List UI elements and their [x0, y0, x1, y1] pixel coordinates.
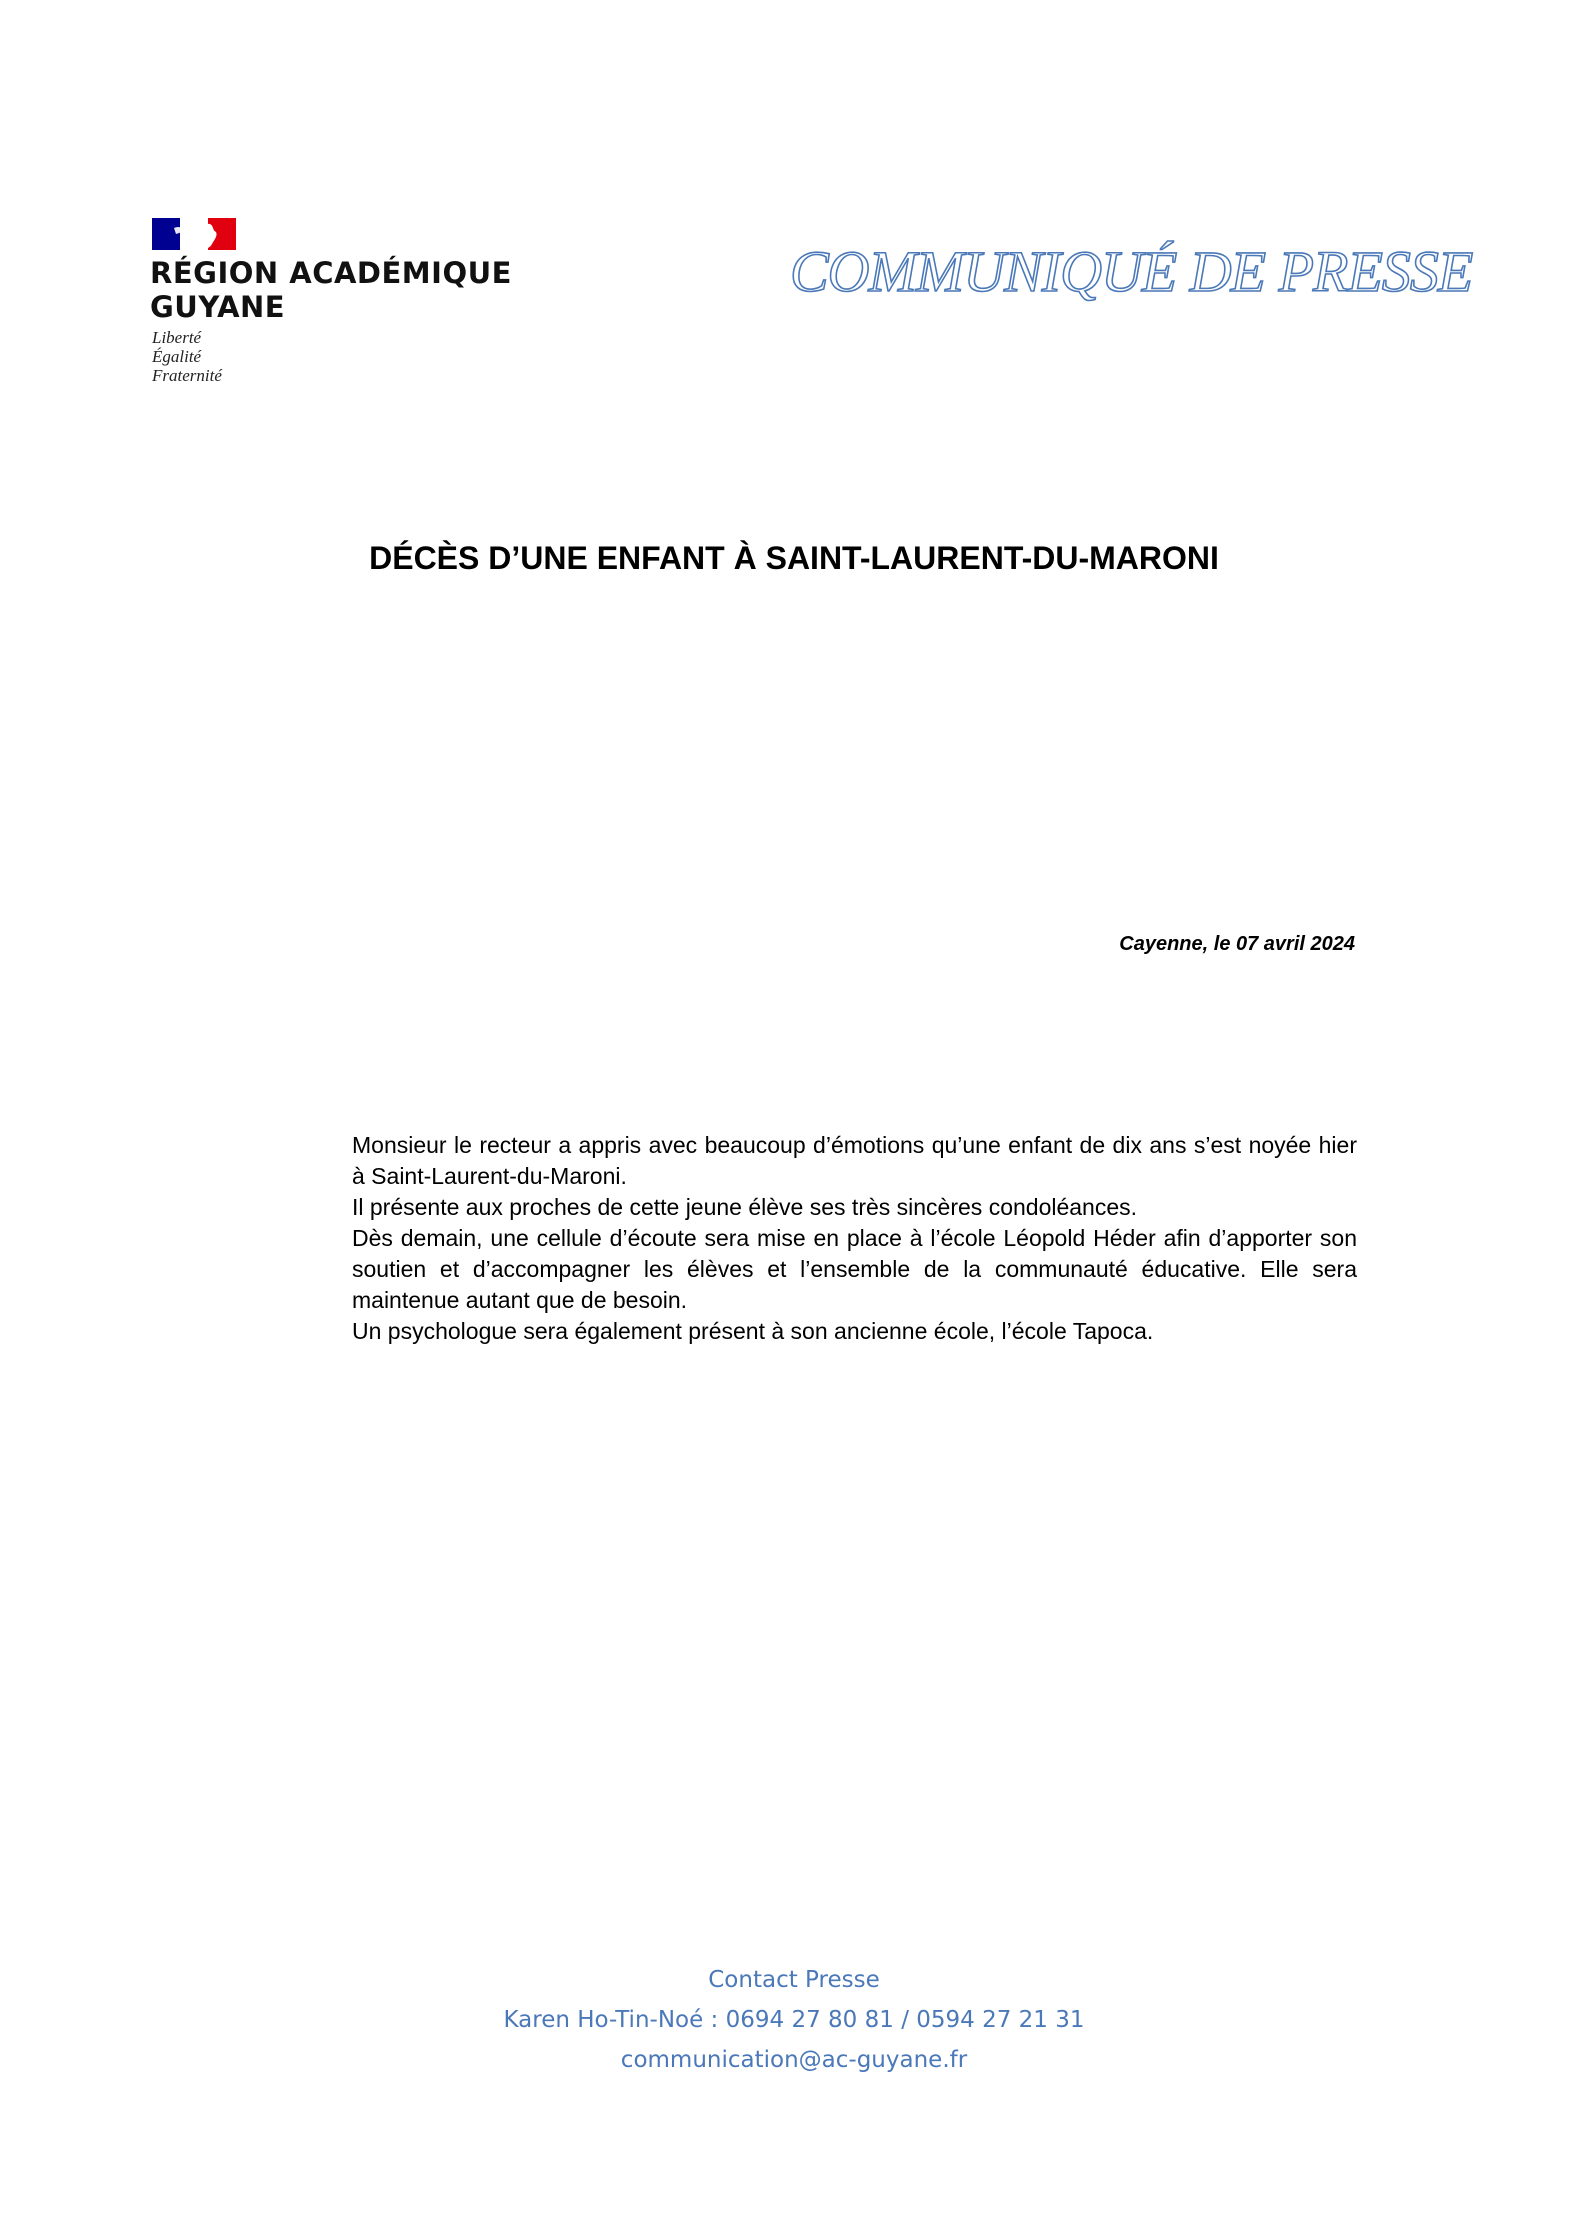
region-name-line-1: RÉGION ACADÉMIQUE — [150, 256, 512, 290]
motto-fraternite: Fraternité — [152, 366, 222, 385]
contact-email[interactable]: communication@ac-guyane.fr — [620, 2047, 968, 2073]
document-date: Cayenne, le 07 avril 2024 — [1119, 933, 1355, 955]
motto-egalite: Égalité — [152, 347, 202, 366]
marianne-flag-icon — [152, 218, 236, 250]
region-logo — [138, 196, 538, 416]
motto-liberte: Liberté — [152, 328, 202, 347]
republic-motto — [152, 328, 222, 385]
body-paragraph: Monsieur le recteur a appris avec beaucoup d’émotions qu’une enfant de dix ans s’est noyée hier à Saint-Laurent-du-Maroni. — [352, 1132, 1357, 1189]
contact-heading: Contact Presse — [708, 1967, 880, 1993]
body-paragraph: Il présente aux proches de cette jeune élève ses très sincères condoléances. — [352, 1194, 1138, 1220]
body-paragraph: Dès demain, une cellule d’écoute sera mise en place à l’école Léopold Héder afin d’apporter son soutien et d’accompagner les élèves et l’ensemble de la communauté éducative. Elle sera maintenue autant que de besoin. — [352, 1225, 1357, 1313]
document-title: DÉCÈS D’UNE ENFANT À SAINT-LAURENT-DU-MARONI — [369, 540, 1219, 576]
document-body — [352, 1130, 1357, 1347]
body-paragraph: Un psychologue sera également présent à son ancienne école, l’école Tapoca. — [352, 1318, 1154, 1344]
region-name — [150, 256, 512, 324]
contact-phone: Karen Ho-Tin-Noé : 0694 27 80 81 / 0594 27 21 31 — [503, 2007, 1085, 2033]
press-release-heading: COMMUNIQUÉ DE PRESSE — [790, 239, 1473, 304]
region-name-line-2: GUYANE — [150, 290, 286, 324]
press-contact — [0, 1960, 1588, 2080]
flag-blue-band — [152, 218, 180, 250]
